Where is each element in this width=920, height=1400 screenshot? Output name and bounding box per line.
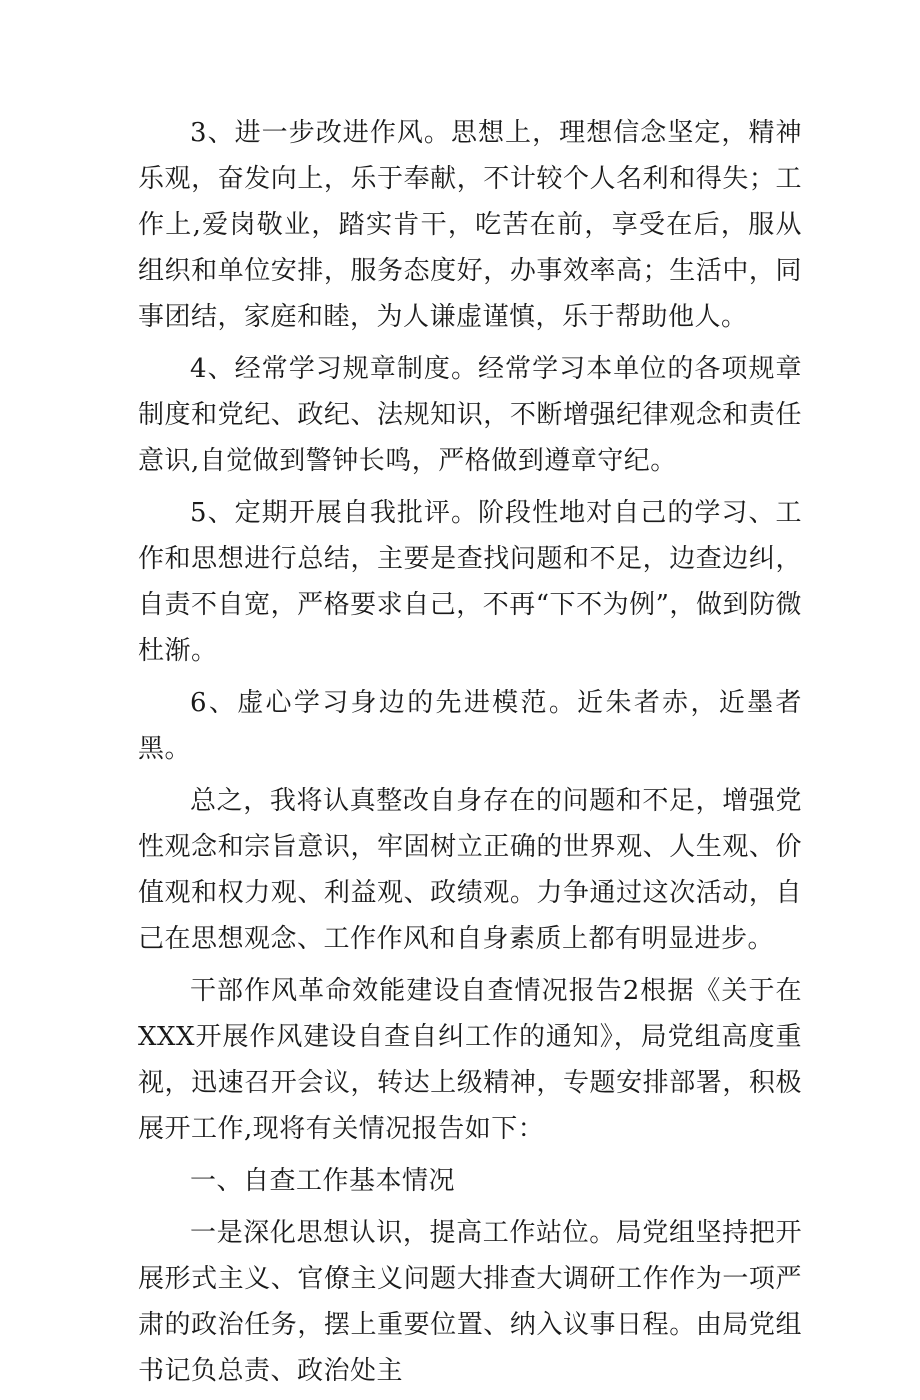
section-heading-self-inspection: 一、自查工作基本情况 <box>190 1166 456 1196</box>
paragraph-item-4: 4、经常学习规章制度。经常学习本单位的各项规章制度和党纪、政纪、法规知识，不断增强纪律观念和责任意识,自觉做到警钟长鸣，严格做到遵章守纪。 <box>138 354 802 476</box>
paragraph-item-5: 5、定期开展自我批评。阶段性地对自己的学习、工作和思想进行总结，主要是查找问题和不足，边查边纠，自责不自宽，严格要求自己，不再“下不为例”，做到防微杜渐。 <box>138 498 802 666</box>
paragraph-report-intro: 干部作风革命效能建设自查情况报告2根据《关于在XXX开展作风建设自查自纠工作的通知》，局党组高度重视，迅速召开会议，转达上级精神，专题安排部署，积极展开工作,现将有关情况报告如下： <box>138 976 802 1144</box>
paragraph-point-one: 一是深化思想认识，提高工作站位。局党组坚持把开展形式主义、官僚主义问题大排查大调研工作作为一项严肃的政治任务，摆上重要位置、纳入议事日程。由局党组书记负总责、政治处主 <box>138 1218 802 1386</box>
paragraph-item-3: 3、进一步改进作风。思想上，理想信念坚定，精神乐观，奋发向上，乐于奉献，不计较个人名利和得失；工作上,爱岗敬业，踏实肯干，吃苦在前，享受在后，服从组织和单位安排，服务态度好，办事效率高；生活中，同事团结，家庭和睦，为人谦虚谨慎，乐于帮助他人。 <box>138 118 802 332</box>
paragraph-item-6: 6、虚心学习身边的先进模范。近朱者赤，近墨者黑。 <box>138 688 802 764</box>
document-body <box>138 110 802 1400</box>
paragraph-conclusion: 总之，我将认真整改自身存在的问题和不足，增强党性观念和宗旨意识，牢固树立正确的世界观、人生观、价值观和权力观、利益观、政绩观。力争通过这次活动，自己在思想观念、工作作风和自身素质上都有明显进步。 <box>138 786 802 954</box>
